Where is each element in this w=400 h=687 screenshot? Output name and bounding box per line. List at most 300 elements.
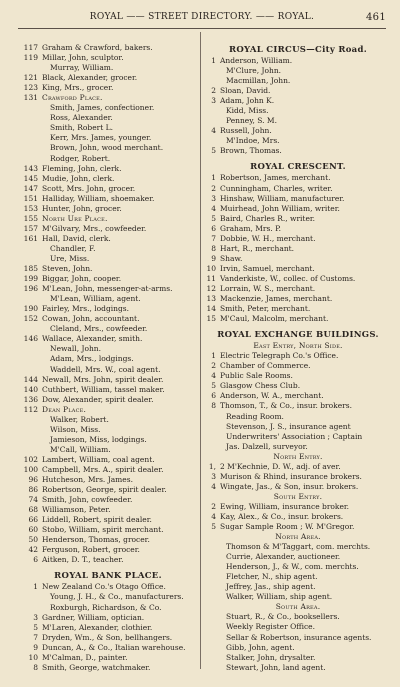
- entry-text: M'Clure, John.: [226, 66, 282, 76]
- entry-text: Smith, Peter, merchant.: [220, 304, 311, 314]
- directory-entry: [20, 254, 196, 264]
- directory-entry: [204, 502, 392, 512]
- directory-entry: [20, 214, 196, 224]
- directory-entry: [204, 214, 392, 224]
- directory-entry: [20, 653, 196, 663]
- directory-entry: [20, 314, 196, 324]
- directory-entry: [20, 405, 196, 415]
- entry-text: Scott, Mrs. John, grocer.: [42, 183, 136, 193]
- directory-entry: [204, 284, 392, 294]
- house-number: 4: [211, 371, 216, 381]
- house-number: 74: [28, 495, 38, 505]
- house-number: 152: [23, 314, 38, 324]
- house-number: 4: [211, 203, 216, 213]
- directory-entry: [20, 334, 196, 344]
- entry-text: Hutcheson, Mrs. James.: [42, 475, 133, 485]
- house-number: 2: [211, 183, 216, 193]
- entry-text: Henderson, J., & W., com. merchts.: [226, 562, 359, 572]
- entry-text: M'Lean, William, agent.: [50, 294, 141, 304]
- entry-text: Waddell, Mrs. W., coal agent.: [50, 364, 161, 374]
- entry-text: Ferguson, Robert, grocer.: [42, 545, 140, 555]
- house-number: 13: [206, 294, 216, 304]
- entry-text: Jamieson, Miss, lodgings.: [50, 434, 147, 444]
- section-heading: [204, 43, 392, 56]
- entry-text: Smith, James, confectioner.: [50, 103, 155, 113]
- entry-text: Dryden, Wm., & Son, bellhangers.: [42, 632, 173, 642]
- entry-text: Dobbie, W. H., merchant.: [220, 233, 316, 243]
- house-number: 9: [33, 642, 38, 652]
- entry-text: Stewart, John, land agent.: [226, 662, 326, 672]
- entry-text: Brown, Thomas.: [220, 146, 282, 156]
- entry-text: M'Calman, D., painter.: [42, 652, 128, 662]
- directory-entry: [20, 505, 196, 515]
- entry-text: Hart, R., merchant.: [220, 243, 295, 253]
- directory-entry: [20, 465, 196, 475]
- directory-entry: [204, 562, 392, 572]
- house-number: 8: [33, 662, 38, 672]
- entry-subheading: North Area.: [275, 532, 321, 542]
- entry-text: Smith, Robert L.: [50, 123, 114, 133]
- entry-text: Public Sale Rooms.: [220, 371, 293, 381]
- entry-text: Biggar, John, cooper.: [42, 274, 122, 284]
- entry-text: Mackenzie, James, merchant.: [220, 294, 333, 304]
- house-number: 14: [206, 304, 216, 314]
- directory-entry: [20, 174, 196, 184]
- directory-entry: [204, 643, 392, 653]
- directory-entry: [20, 663, 196, 673]
- directory-entry: [20, 555, 196, 565]
- directory-entry: [204, 116, 392, 126]
- directory-entry: [20, 133, 196, 143]
- directory-entry: [204, 391, 392, 401]
- directory-entry: [204, 401, 392, 411]
- directory-entry: [20, 184, 196, 194]
- directory-entry: [204, 371, 392, 381]
- entry-text: Adam, Mrs., lodgings.: [50, 354, 134, 364]
- entry-text: Stalker, John, drysalter.: [226, 652, 316, 662]
- entry-subheading: North Entry.: [273, 451, 323, 461]
- entry-text: Hinshaw, William, manufacturer.: [220, 193, 345, 203]
- entry-text: Thomson, T., & Co., insur. brokers.: [220, 401, 352, 411]
- entry-text: Stevenson, J. S., insurance agent: [226, 421, 351, 431]
- left-column: [20, 43, 196, 673]
- entry-text: Walker, William, ship agent.: [226, 592, 333, 602]
- house-number: 147: [23, 183, 38, 193]
- entry-text: 2 M'Kechnie, D. W., adj. of aver.: [220, 461, 341, 471]
- directory-entry: [20, 53, 196, 63]
- directory-entry: [20, 592, 196, 602]
- directory-entry: [204, 136, 392, 146]
- directory-entry: [204, 204, 392, 214]
- entry-text: Rodger, Robert.: [50, 153, 111, 163]
- directory-entry: [204, 612, 392, 622]
- house-number: 153: [23, 203, 38, 213]
- house-number: 5: [211, 146, 216, 156]
- directory-entry: [204, 442, 392, 452]
- entry-text: Dean Place.: [42, 404, 87, 414]
- house-number: 3: [33, 612, 38, 622]
- header-right: ROYAL.: [277, 12, 315, 22]
- directory-entry: [20, 365, 196, 375]
- house-number: 6: [33, 555, 38, 565]
- entry-text: M'Laren, Alexander, clothier.: [42, 622, 153, 632]
- house-number: 50: [28, 535, 38, 545]
- entry-text: Stobo, William, spirit merchant.: [42, 525, 164, 535]
- entry-text: Stuart, R., & Co., booksellers.: [226, 612, 340, 622]
- house-number: 121: [23, 73, 38, 83]
- house-number: 10: [28, 652, 38, 662]
- directory-entry: [20, 204, 196, 214]
- entry-text: Steven, John.: [42, 264, 93, 274]
- house-number: 136: [23, 394, 38, 404]
- house-number: 60: [28, 525, 38, 535]
- entry-text: Russell, John.: [220, 126, 272, 136]
- section-heading: [20, 569, 196, 582]
- directory-entry: [204, 96, 392, 106]
- entry-text: Aitken, D. T., teacher.: [42, 555, 124, 565]
- directory-entry: [20, 93, 196, 103]
- entry-text: Smith, John, cowfeeder.: [42, 495, 133, 505]
- entry-text: Graham & Crawford, bakers.: [42, 43, 153, 52]
- house-number: 1: [211, 173, 216, 183]
- house-number: 5: [211, 381, 216, 391]
- house-number: 66: [28, 515, 38, 525]
- house-number: 146: [23, 334, 38, 344]
- house-number: 8: [211, 243, 216, 253]
- house-number: 196: [23, 284, 38, 294]
- directory-entry: [20, 475, 196, 485]
- header-center: STREET DIRECTORY.: [148, 12, 253, 22]
- entry-text: Cleland, Mrs., cowfeeder.: [50, 324, 148, 334]
- directory-entry: [20, 425, 196, 435]
- house-number: 2: [211, 361, 216, 371]
- entry-text: Murison & Rhind, insurance brokers.: [220, 471, 362, 481]
- directory-entry: [20, 495, 196, 505]
- house-number: 1: [211, 351, 216, 361]
- directory-entry: [20, 415, 196, 425]
- directory-entry: [20, 164, 196, 174]
- entry-text: Williamson, Peter.: [42, 505, 111, 515]
- house-number: 5: [211, 213, 216, 223]
- directory-entry: [204, 86, 392, 96]
- entry-text: Kerr, Mrs. James, younger.: [50, 133, 152, 143]
- directory-entry: [20, 324, 196, 334]
- house-number: 6: [211, 391, 216, 401]
- house-number: 2: [211, 501, 216, 511]
- house-number: 119: [23, 53, 38, 63]
- entry-text: Brown, John, wood merchant.: [50, 143, 164, 153]
- entry-text: Robertson, George, spirit dealer.: [42, 485, 167, 495]
- directory-entry: [204, 173, 392, 183]
- house-number: 185: [23, 264, 38, 274]
- entry-text: Duncan, A., & Co., Italian warehouse.: [42, 642, 186, 652]
- directory-entry: [20, 545, 196, 555]
- house-number: 157: [23, 223, 38, 233]
- directory-entry: [204, 482, 392, 492]
- directory-entry: [20, 623, 196, 633]
- entry-text: Hall, David, clerk.: [42, 233, 111, 243]
- entry-text: Sloan, David.: [220, 86, 271, 96]
- entry-text: Penney, S. M.: [226, 116, 277, 126]
- entry-text: Lambert, William, coal agent.: [42, 454, 155, 464]
- house-number: 11: [206, 273, 216, 283]
- house-number: 12: [206, 283, 216, 293]
- entry-text: Adam, John K.: [220, 96, 275, 106]
- directory-entry: [20, 244, 196, 254]
- house-number: 1,: [208, 461, 216, 471]
- house-number: 68: [28, 505, 38, 515]
- entry-text: Cunningham, Charles, writer.: [220, 183, 333, 193]
- entry-text: Baird, Charles R., writer.: [220, 213, 316, 223]
- directory-entry: [20, 603, 196, 613]
- entry-text: Wilson, Miss.: [50, 424, 101, 434]
- entry-text: Halliday, William, shoemaker.: [42, 193, 155, 203]
- directory-entry: [204, 422, 392, 432]
- directory-entry: [204, 432, 392, 442]
- house-number: 10: [206, 263, 216, 273]
- column-divider: [200, 32, 201, 669]
- house-number: 140: [23, 384, 38, 394]
- entry-text: Cowan, John, accountant.: [42, 314, 140, 324]
- house-number: 131: [23, 93, 38, 103]
- entry-text: Young, J. H., & Co., manufacturers.: [50, 592, 184, 602]
- entry-text: Glasgow Chess Club.: [220, 381, 301, 391]
- house-number: 4: [211, 511, 216, 521]
- house-number: 8: [211, 401, 216, 411]
- directory-entry: [204, 304, 392, 314]
- entry-subheading: South Entry.: [273, 491, 323, 501]
- directory-entry: [20, 485, 196, 495]
- entry-text: Liddell, Robert, spirit dealer.: [42, 515, 152, 525]
- directory-entry: [204, 572, 392, 582]
- entry-text: Wingate, Jas., & Son, insur. brokers.: [220, 481, 359, 491]
- header-left: ROYAL: [89, 12, 124, 22]
- directory-entry: [204, 264, 392, 274]
- section-heading: [204, 328, 392, 341]
- directory-entry: [204, 126, 392, 136]
- directory-entry: [20, 284, 196, 294]
- directory-entry: [20, 375, 196, 385]
- right-column: [204, 43, 392, 673]
- entry-text: Fairley, Mrs., lodgings.: [42, 304, 130, 314]
- directory-entry: [204, 381, 392, 391]
- house-number: 100: [23, 464, 38, 474]
- directory-entry: [204, 542, 392, 552]
- section-heading-text: ROYAL CIRCUS—City Road.: [228, 45, 367, 55]
- house-number: 9: [211, 253, 216, 263]
- page-number: 461: [366, 12, 386, 23]
- directory-entry: [20, 455, 196, 465]
- entry-text: M'Indoe, Mrs.: [226, 136, 280, 146]
- entry-text: North Ure Place.: [42, 213, 108, 223]
- directory-entry: [20, 294, 196, 304]
- entry-text: Newall, Mrs. John, spirit dealer.: [42, 374, 164, 384]
- directory-entry: [20, 224, 196, 234]
- directory-entry: [204, 622, 392, 632]
- directory-entry: [204, 361, 392, 371]
- entry-text: Ross, Alexander.: [50, 113, 113, 123]
- entry-text: Cuthbert, William, tassel maker.: [42, 384, 165, 394]
- house-number: 102: [23, 454, 38, 464]
- directory-entry: [20, 123, 196, 133]
- house-number: 1: [211, 56, 216, 65]
- directory-entry: [20, 103, 196, 113]
- house-number: 7: [33, 632, 38, 642]
- entry-text: Ewing, William, insurance broker.: [220, 501, 350, 511]
- directory-entry: [20, 154, 196, 164]
- directory-entry: [20, 234, 196, 244]
- entry-text: Vanderkiste, W., collec. of Customs.: [220, 273, 356, 283]
- directory-entry: [20, 643, 196, 653]
- entry-text: Kay, Alex., & Co., insur. brokers.: [220, 511, 344, 521]
- entry-text: Sellar & Robertson, insurance agents.: [226, 632, 372, 642]
- directory-entry: [20, 63, 196, 73]
- house-number: 6: [211, 223, 216, 233]
- entry-text: Robertson, James, merchant.: [220, 173, 331, 183]
- house-number: 161: [23, 233, 38, 243]
- entry-text: Jeffrey, Jas., ship agent.: [226, 582, 316, 592]
- entry-text: New Zealand Co.'s Otago Office.: [42, 582, 166, 592]
- directory-entry: [20, 435, 196, 445]
- house-number: 86: [28, 485, 38, 495]
- entry-text: Lorrain, W. S., merchant.: [220, 283, 316, 293]
- house-number: 190: [23, 304, 38, 314]
- entry-text: Dow, Alexander, spirit dealer.: [42, 394, 154, 404]
- section-heading-text: ROYAL CRESCENT.: [250, 162, 346, 173]
- directory-entry: [20, 385, 196, 395]
- directory-entry: [204, 522, 392, 532]
- house-number: 199: [23, 274, 38, 284]
- directory-entry: [204, 512, 392, 522]
- house-number: 2: [211, 86, 216, 96]
- entry-text: Currie, Alexander, auctioneer.: [226, 552, 341, 562]
- directory-entry: [204, 274, 392, 284]
- entry-text: King, Mrs., grocer.: [42, 83, 114, 93]
- house-number: 112: [23, 404, 38, 414]
- entry-text: Thomson & M'Taggart, com. merchts.: [226, 542, 371, 552]
- directory-entry: [204, 194, 392, 204]
- house-number: 4: [211, 481, 216, 491]
- directory-entry: [204, 184, 392, 194]
- directory-entry: [204, 76, 392, 86]
- directory-entry: [204, 663, 392, 673]
- directory-entry: [204, 254, 392, 264]
- house-number: 143: [23, 163, 38, 173]
- directory-entry: [204, 592, 392, 602]
- entry-text: Muirhead, John William, writer.: [220, 203, 340, 213]
- entry-text: M'Gilvary, Mrs., cowfeeder.: [42, 223, 147, 233]
- directory-entry: [204, 66, 392, 76]
- entry-text: Campbell, Mrs. A., spirit dealer.: [42, 464, 164, 474]
- entry-text: Chamber of Commerce.: [220, 361, 311, 371]
- house-number: 15: [206, 314, 216, 324]
- entry-text: Gibb, John, agent.: [226, 642, 295, 652]
- entry-text: Henderson, Thomas, grocer.: [42, 535, 150, 545]
- directory-entry: [204, 462, 392, 472]
- entry-text: Underwriters' Association ; Captain: [226, 431, 363, 441]
- house-number: 7: [211, 233, 216, 243]
- entry-text: Fleming, John, clerk.: [42, 163, 122, 173]
- directory-entry: [20, 633, 196, 643]
- house-number: 1: [33, 582, 38, 592]
- entry-text: Roxburgh, Richardson, & Co.: [50, 602, 162, 612]
- house-number: 3: [211, 471, 216, 481]
- entry-text: Jas. Dalzell, surveyor.: [226, 441, 308, 451]
- directory-entry: [20, 274, 196, 284]
- entry-text: Anderson, W. A., merchant.: [220, 391, 324, 401]
- house-number: 5: [33, 622, 38, 632]
- directory-entry: [20, 73, 196, 83]
- entry-text: Electric Telegraph Co.'s Office.: [220, 351, 339, 361]
- directory-entry: [20, 525, 196, 535]
- house-number: 3: [211, 193, 216, 203]
- directory-entry: [20, 395, 196, 405]
- directory-entry: [20, 354, 196, 364]
- directory-entry: [20, 83, 196, 93]
- entry-text: Murray, William.: [50, 63, 114, 73]
- directory-entry: [20, 344, 196, 354]
- entry-subheading: East Entry, North Side.: [253, 341, 343, 351]
- section-heading: [204, 160, 392, 173]
- entry-text: Smith, George, watchmaker.: [42, 662, 151, 672]
- directory-entry: [20, 113, 196, 123]
- entry-text: Ure, Miss.: [50, 253, 90, 263]
- entry-text: Weekly Register Office.: [226, 622, 315, 632]
- section-heading-text: ROYAL BANK PLACE.: [54, 571, 162, 582]
- directory-entry: [204, 351, 392, 361]
- directory-entry: [20, 264, 196, 274]
- entry-text: Crawford Place.: [42, 93, 103, 103]
- house-number: 3: [211, 96, 216, 106]
- entry-text: M'Call, William.: [50, 444, 111, 454]
- entry-text: Gardner, William, optician.: [42, 612, 145, 622]
- directory-entry: [20, 43, 196, 53]
- entry-text: Reading Room.: [226, 411, 284, 421]
- entry-subheading: South Area.: [275, 602, 321, 612]
- entry-text: Graham, Mrs. P.: [220, 223, 282, 233]
- directory-entry: [20, 445, 196, 455]
- house-number: 4: [211, 126, 216, 136]
- entry-text: M'Lean, John, messenger-at-arms.: [42, 284, 173, 294]
- entry-text: Mudie, John, clerk.: [42, 173, 115, 183]
- entry-text: Newall, John.: [50, 344, 102, 354]
- directory-entry: [20, 535, 196, 545]
- directory-entry: [204, 56, 392, 66]
- directory-entry: [204, 314, 392, 324]
- entry-text: Fletcher, N., ship agent.: [226, 572, 318, 582]
- directory-entry: [204, 472, 392, 482]
- directory-entry: [204, 224, 392, 234]
- directory-entry: [204, 633, 392, 643]
- house-number: 96: [28, 475, 38, 485]
- house-number: 117: [23, 43, 38, 52]
- header-title: ROYAL —— STREET DIRECTORY. —— ROYAL.: [89, 12, 315, 22]
- directory-entry: [204, 146, 392, 156]
- directory-entry: [204, 582, 392, 592]
- house-number: 155: [23, 213, 38, 223]
- directory-entry: [20, 515, 196, 525]
- directory-entry: [204, 244, 392, 254]
- entry-text: Chandler, F.: [50, 243, 96, 253]
- entry-text: Kidd, Miss.: [226, 106, 269, 116]
- entry-text: Millar, John, sculptor.: [42, 53, 124, 63]
- house-number: 42: [28, 545, 38, 555]
- entry-text: Walker, Robert.: [50, 414, 109, 424]
- directory-entry: [204, 294, 392, 304]
- entry-text: Macmillan, John.: [226, 76, 291, 86]
- directory-entry: [20, 143, 196, 153]
- entry-text: M'Caul, Malcolm, merchant.: [220, 314, 329, 324]
